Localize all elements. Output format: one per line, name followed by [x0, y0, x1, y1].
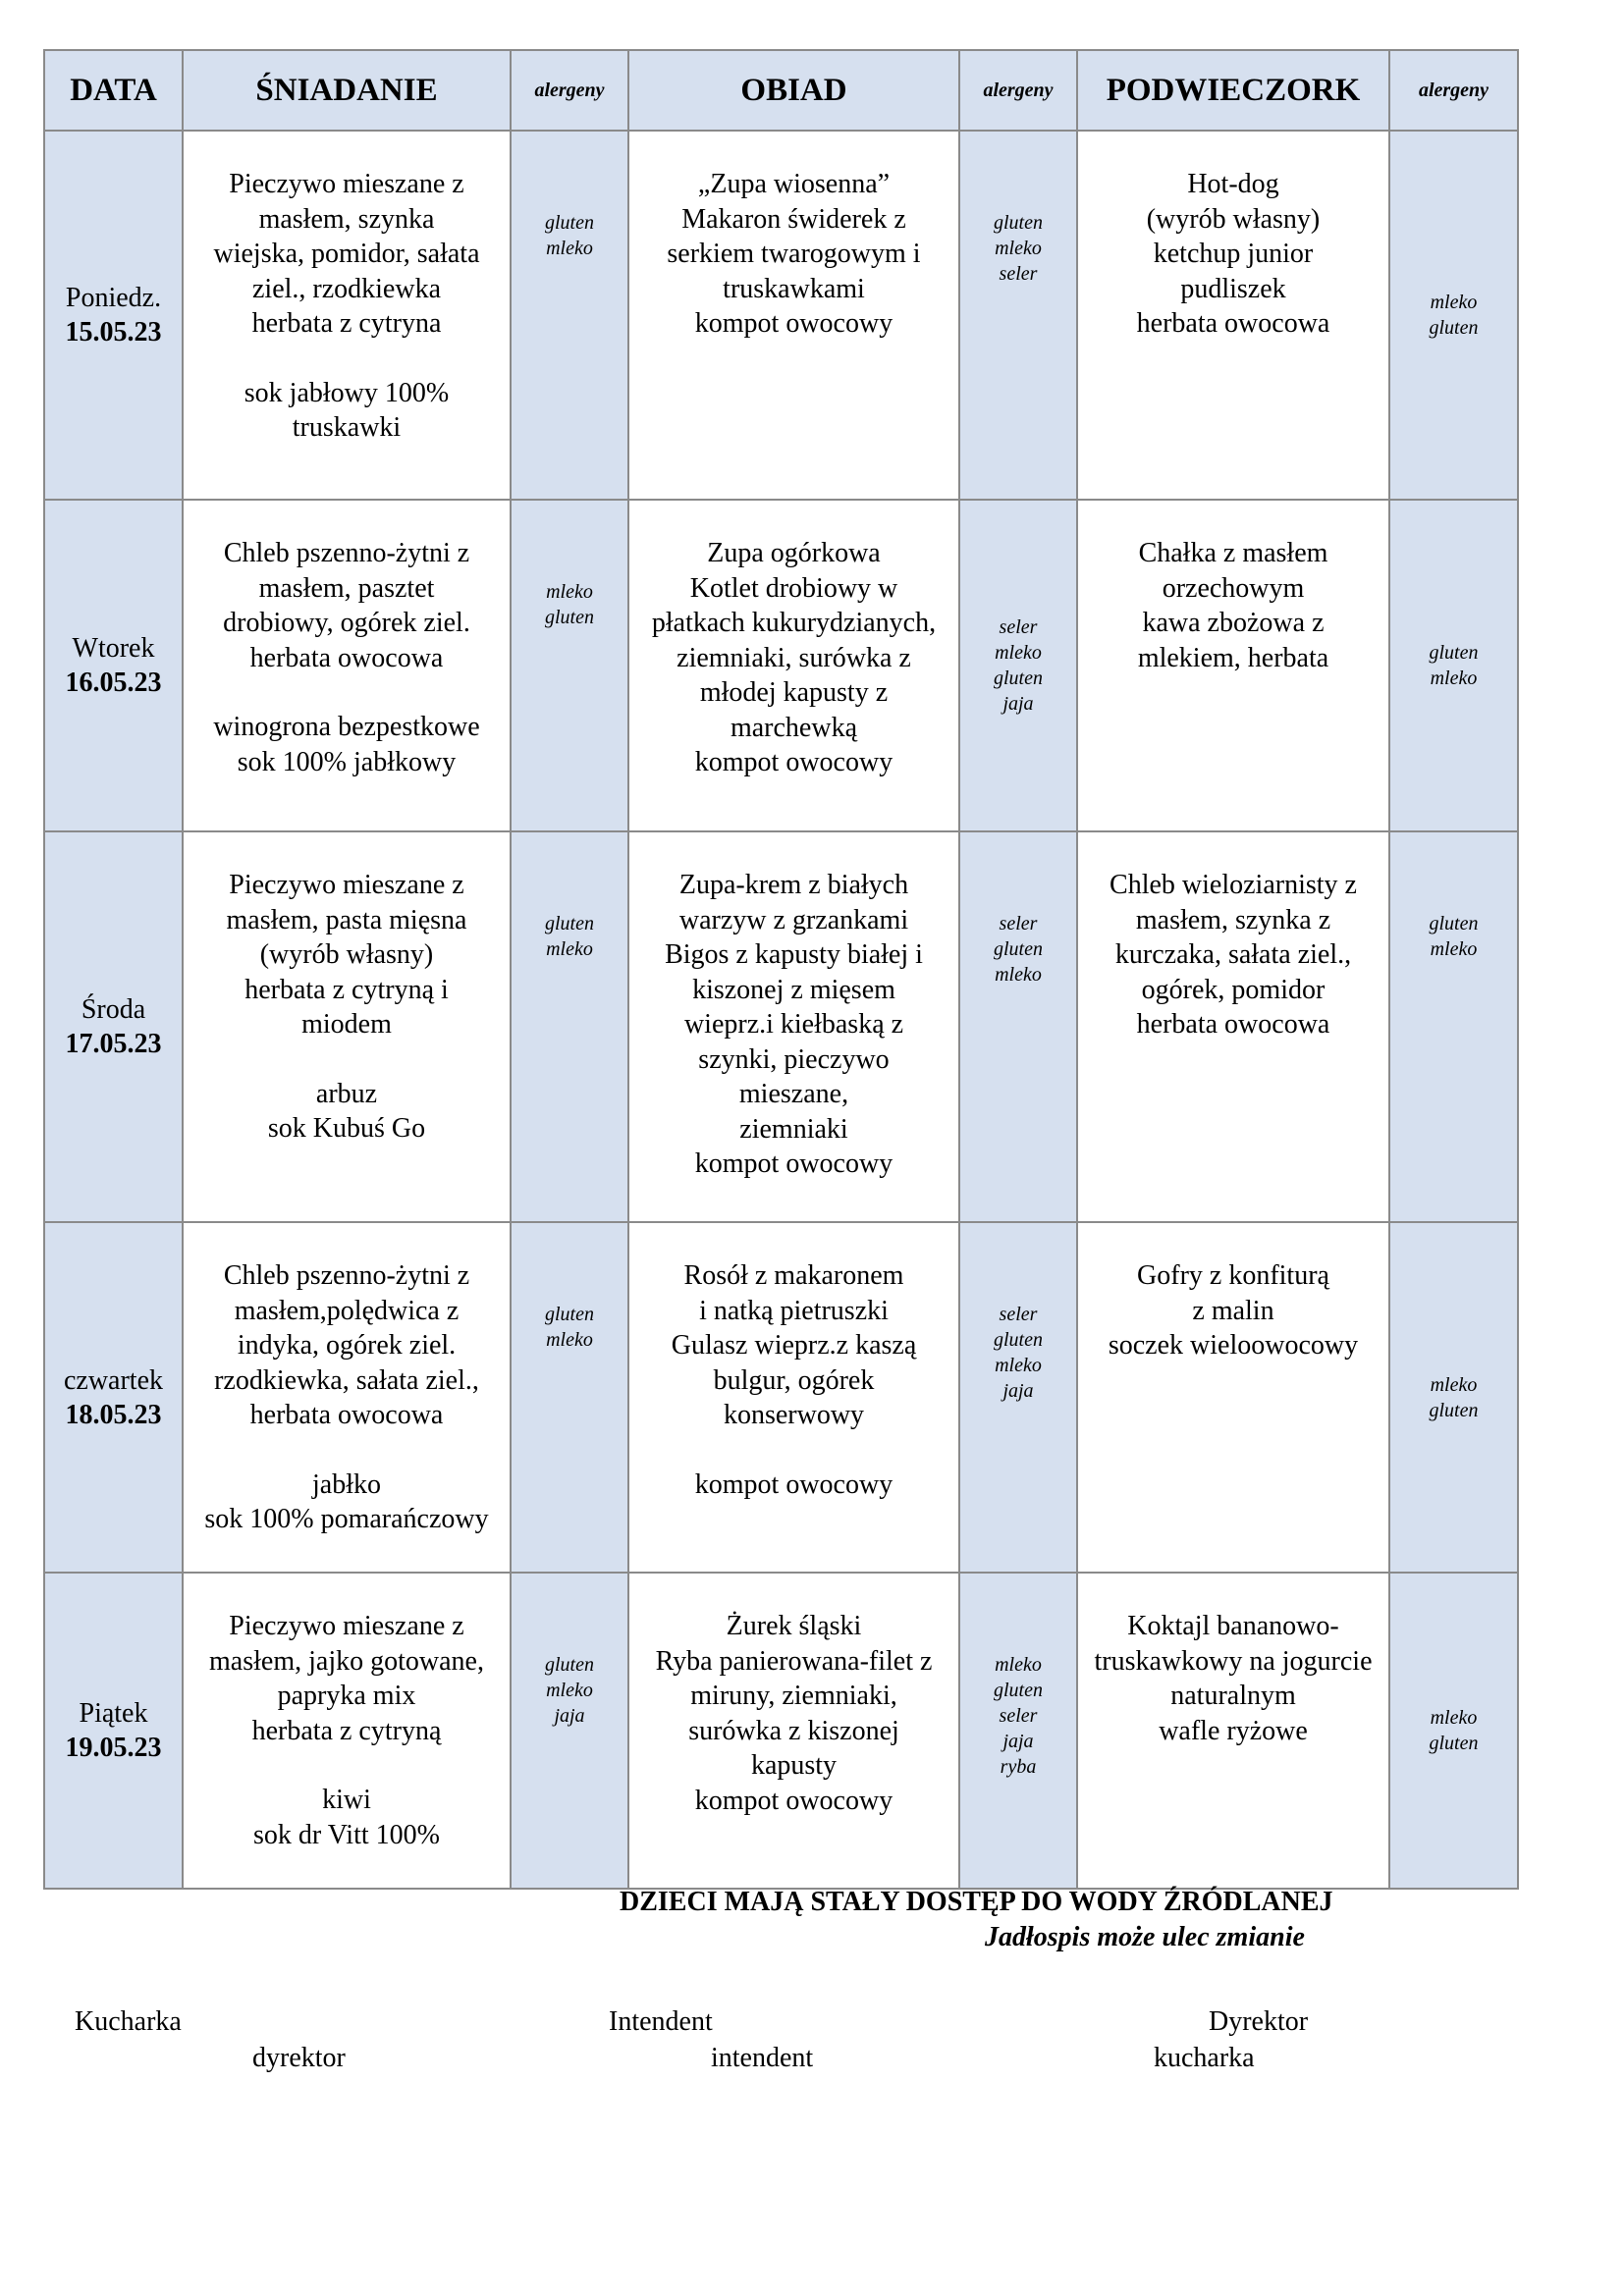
allergen-label: mleko [1430, 1707, 1478, 1729]
allergen-label: gluten [1429, 1733, 1479, 1754]
lunch-line: warzyw z grzankami [678, 904, 909, 935]
allergen-label: gluten [994, 1680, 1043, 1701]
lunch-line: Kotlet drobiowy w [689, 572, 898, 604]
breakfast-line [184, 1042, 510, 1077]
breakfast-line: Pieczywo mieszane z [229, 1611, 464, 1641]
snack-line: (wyrób własny) [1146, 203, 1321, 235]
lunch-line: „Zupa wiosenna” [697, 169, 891, 199]
day-date: 17.05.23 [65, 1029, 162, 1059]
allergen-label: gluten [994, 938, 1043, 960]
allergen-label: mleko [995, 642, 1042, 664]
breakfast-line: masłem, pasta mięsna [226, 904, 467, 935]
day-cell [44, 131, 183, 500]
breakfast-line: kiwi [322, 1785, 371, 1815]
breakfast-line: sok 100% jabłkowy [237, 746, 457, 777]
snack-line: naturalnym [1170, 1681, 1296, 1711]
breakfast-line: (wyrób własny) [259, 939, 434, 970]
breakfast-line: jabłko [312, 1468, 381, 1500]
breakfast-cell [183, 1222, 511, 1573]
breakfast-line: herbata z cytryna [251, 308, 442, 339]
lunch-line: szynki, pieczywo [698, 1043, 890, 1075]
lunch-line: ziemniaki [739, 1113, 848, 1145]
lunch-allergens-cell [959, 831, 1077, 1222]
snack-cell [1077, 131, 1389, 500]
day-cell [44, 1222, 183, 1573]
breakfast-line: sok jabłowy 100% [244, 377, 450, 408]
lunch-line: Żurek śląski [726, 1611, 862, 1641]
snack-line: masłem, szynka z [1135, 904, 1331, 935]
snack-line: pudliszek [1180, 273, 1286, 304]
day-date: 15.05.23 [65, 317, 162, 347]
breakfast-line [184, 1433, 510, 1468]
header-allergens-snack: alergeny [1389, 50, 1518, 131]
day-date: 19.05.23 [65, 1733, 162, 1763]
snack-line: orzechowym [1162, 572, 1305, 604]
lunch-line: kompot owocowy [694, 1468, 893, 1500]
snack-line: ogórek, pomidor [1141, 974, 1326, 1005]
lunch-line: kompot owocowy [694, 747, 893, 777]
breakfast-line: winogrona bezpestkowe [213, 712, 480, 742]
snack-line: wafle ryżowe [1159, 1715, 1308, 1746]
signature-name-dyrektor: dyrektor [252, 2043, 346, 2073]
breakfast-line: Pieczywo mieszane z [229, 169, 464, 199]
allergen-label: mleko [1430, 667, 1478, 689]
breakfast-line: wiejska, pomidor, sałata [213, 239, 480, 269]
lunch-line: bulgur, ogórek [713, 1364, 875, 1396]
breakfast-line: herbata owocowa [249, 1400, 444, 1430]
lunch-cell [628, 1222, 959, 1573]
breakfast-cell [183, 500, 511, 831]
allergen-label: ryba [1000, 1756, 1037, 1778]
snack-line: Chałka z masłem [1138, 538, 1328, 568]
allergen-label: gluten [994, 1329, 1043, 1351]
allergen-label: gluten [1429, 1399, 1479, 1421]
allergen-label: seler [999, 1304, 1038, 1325]
breakfast-line: herbata z cytryną i [244, 974, 449, 1005]
header-allergens-lunch: alergeny [959, 50, 1077, 131]
lunch-line: Ryba panierowana-filet z [655, 1645, 933, 1677]
lunch-allergens-cell [959, 500, 1077, 831]
allergen-label: gluten [545, 1304, 594, 1325]
water-note: DZIECI MAJĄ STAŁY DOSTĘP DO WODY ŹRÓDLANEJ [620, 1887, 1333, 1917]
allergen-label: mleko [1430, 1373, 1478, 1396]
allergen-label: seler [999, 616, 1038, 638]
snack-allergens-cell [1389, 831, 1518, 1222]
breakfast-line: papryka mix [277, 1681, 416, 1711]
lunch-cell [628, 1573, 959, 1889]
day-name: Poniedz. [65, 283, 162, 313]
lunch-line: wieprz.i kiełbaską z [683, 1009, 904, 1040]
snack-line: Hot-dog [1187, 169, 1279, 199]
lunch-line: kiszonej z mięsem [692, 974, 895, 1005]
lunch-line: konserwowy [723, 1400, 865, 1430]
allergen-label: gluten [545, 607, 594, 628]
snack-line: Chleb wieloziarnisty z [1110, 870, 1357, 900]
day-name: Piątek [79, 1698, 148, 1729]
snack-allergens-cell [1389, 500, 1518, 831]
signature-name-intendent: intendent [711, 2043, 814, 2073]
allergen-label: mleko [995, 238, 1042, 259]
signature-label-kucharka: Kucharka [75, 2006, 182, 2037]
allergen-label: gluten [545, 1654, 594, 1676]
allergen-label: seler [999, 913, 1038, 934]
signature-name-kucharka: kucharka [1154, 2043, 1255, 2073]
snack-line: truskawkowy na jogurcie [1094, 1645, 1373, 1677]
breakfast-line [184, 675, 510, 710]
snack-line: mlekiem, herbata [1137, 642, 1329, 673]
allergen-label: mleko [546, 238, 593, 259]
lunch-line: kompot owocowy [694, 1785, 893, 1816]
allergen-label: jaja [1002, 693, 1034, 715]
snack-line: herbata owocowa [1136, 308, 1330, 339]
breakfast-line: ziel., rzodkiewka [251, 273, 442, 304]
lunch-line: młodej kapusty z [699, 677, 889, 708]
snack-allergens-cell [1389, 131, 1518, 500]
allergen-label: jaja [1002, 1380, 1034, 1402]
lunch-cell [628, 131, 959, 500]
day-row [44, 131, 1518, 500]
allergen-label: mleko [995, 1654, 1042, 1676]
allergen-label: jaja [554, 1705, 585, 1727]
lunch-allergens-cell [959, 131, 1077, 500]
snack-allergens-cell [1389, 1573, 1518, 1889]
breakfast-line: masłem, pasztet [258, 572, 435, 604]
lunch-line: kompot owocowy [694, 308, 893, 339]
allergen-label: mleko [1430, 938, 1478, 960]
allergen-label: gluten [1429, 642, 1479, 664]
header-date: DATA [44, 50, 183, 131]
breakfast-line: arbuz [315, 1078, 378, 1109]
breakfast-line: masłem, szynka [258, 203, 435, 235]
lunch-line: Rosół z makaronem [683, 1260, 904, 1291]
breakfast-line: indyka, ogórek ziel. [237, 1330, 457, 1361]
breakfast-line: herbata z cytryną [251, 1715, 442, 1746]
allergen-label: gluten [1429, 913, 1479, 934]
breakfast-line: drobiowy, ogórek ziel. [223, 608, 470, 638]
lunch-line: Makaron świderek z [681, 203, 906, 235]
breakfast-line: masłem,polędwica z [234, 1295, 460, 1326]
lunch-line: marchewką [730, 712, 858, 743]
allergen-label: gluten [994, 212, 1043, 234]
breakfast-cell [183, 131, 511, 500]
snack-line: kurczaka, sałata ziel., [1114, 939, 1352, 970]
day-cell [44, 500, 183, 831]
header-lunch: OBIAD [628, 50, 959, 131]
breakfast-line: truskawki [292, 412, 402, 443]
signature-label-dyrektor: Dyrektor [1209, 2006, 1309, 2037]
lunch-line: mieszane, [738, 1079, 849, 1109]
snack-line: soczek wieloowocowy [1108, 1330, 1359, 1361]
snack-line: ketchup junior [1153, 239, 1314, 269]
day-name: Środa [81, 994, 146, 1025]
day-row [44, 500, 1518, 831]
lunch-cell [628, 500, 959, 831]
snack-cell [1077, 1222, 1389, 1573]
day-name: czwartek [63, 1364, 164, 1396]
breakfast-line: sok 100% pomarańczowy [204, 1504, 489, 1534]
header-row [44, 50, 1518, 131]
allergen-label: mleko [1430, 292, 1478, 313]
allergen-label: mleko [546, 581, 593, 603]
allergen-label: seler [999, 263, 1038, 285]
lunch-line: Zupa-krem z białych [678, 870, 909, 900]
header-breakfast: ŚNIADANIE [183, 50, 511, 131]
breakfast-line: Pieczywo mieszane z [229, 870, 464, 900]
allergen-label: jaja [1002, 1731, 1034, 1752]
lunch-line: Gulasz wieprz.z kaszą [671, 1330, 917, 1361]
lunch-line: ziemniaki, surówka z [677, 642, 911, 673]
allergen-label: gluten [545, 913, 594, 934]
day-name: Wtorek [72, 633, 155, 664]
day-row [44, 831, 1518, 1222]
allergen-label: mleko [546, 1680, 593, 1701]
lunch-line: płatkach kukurydzianych, [651, 608, 937, 638]
snack-line: Koktajl bananowo- [1127, 1611, 1339, 1641]
snack-cell [1077, 500, 1389, 831]
breakfast-allergens-cell [511, 131, 628, 500]
allergen-label: gluten [994, 667, 1043, 689]
lunch-line: Zupa ogórkowa [707, 538, 881, 568]
menu-table [43, 49, 1519, 1890]
breakfast-line: sok dr Vitt 100% [253, 1819, 440, 1850]
breakfast-allergens-cell [511, 500, 628, 831]
snack-allergens-cell [1389, 1222, 1518, 1573]
lunch-line: i natką pietruszki [699, 1295, 889, 1326]
breakfast-line [184, 342, 510, 376]
allergen-label: mleko [995, 964, 1042, 986]
day-row [44, 1573, 1518, 1889]
day-row [44, 1222, 1518, 1573]
lunch-line [629, 1433, 958, 1468]
menu-change-note: Jadłospis może ulec zmianie [985, 1922, 1305, 1952]
lunch-line: Bigos z kapusty białej i [665, 939, 923, 970]
lunch-line: surówka z kiszonej [688, 1715, 899, 1746]
breakfast-line: Chleb pszenno-żytni z [223, 538, 470, 568]
lunch-line: kompot owocowy [694, 1148, 893, 1179]
lunch-line: kapusty [750, 1750, 838, 1781]
allergen-label: mleko [546, 938, 593, 960]
lunch-line: serkiem twarogowym i [667, 239, 921, 269]
breakfast-line [184, 1748, 510, 1783]
lunch-line: miruny, ziemniaki, [690, 1681, 897, 1711]
day-date: 16.05.23 [65, 667, 162, 698]
snack-cell [1077, 831, 1389, 1222]
snack-line: kawa zbożowa z [1142, 608, 1325, 638]
lunch-cell [628, 831, 959, 1222]
snack-line: z malin [1192, 1295, 1274, 1326]
snack-line: herbata owocowa [1136, 1009, 1330, 1040]
allergen-label: mleko [546, 1329, 593, 1351]
breakfast-cell [183, 1573, 511, 1889]
lunch-allergens-cell [959, 1222, 1077, 1573]
allergen-label: seler [999, 1705, 1038, 1727]
signature-label-intendent: Intendent [609, 2006, 713, 2037]
snack-cell [1077, 1573, 1389, 1889]
breakfast-line: masłem, jajko gotowane, [209, 1645, 484, 1677]
day-cell [44, 1573, 183, 1889]
breakfast-allergens-cell [511, 1222, 628, 1573]
breakfast-line: rzodkiewka, sałata ziel., [214, 1364, 479, 1396]
breakfast-cell [183, 831, 511, 1222]
breakfast-allergens-cell [511, 831, 628, 1222]
breakfast-line: miodem [301, 1009, 392, 1040]
day-date: 18.05.23 [65, 1399, 162, 1430]
allergen-label: mleko [995, 1355, 1042, 1376]
breakfast-line: herbata owocowa [249, 642, 444, 673]
header-allergens-breakfast: alergeny [511, 50, 628, 131]
allergen-label: gluten [545, 212, 594, 234]
snack-line: Gofry z konfiturą [1137, 1260, 1329, 1291]
breakfast-line: Chleb pszenno-żytni z [223, 1260, 470, 1291]
lunch-allergens-cell [959, 1573, 1077, 1889]
allergen-label: gluten [1429, 317, 1479, 339]
lunch-line: truskawkami [723, 273, 865, 304]
header-snack: PODWIECZORK [1077, 50, 1389, 131]
breakfast-line: sok Kubuś Go [267, 1113, 426, 1144]
breakfast-allergens-cell [511, 1573, 628, 1889]
day-cell [44, 831, 183, 1222]
